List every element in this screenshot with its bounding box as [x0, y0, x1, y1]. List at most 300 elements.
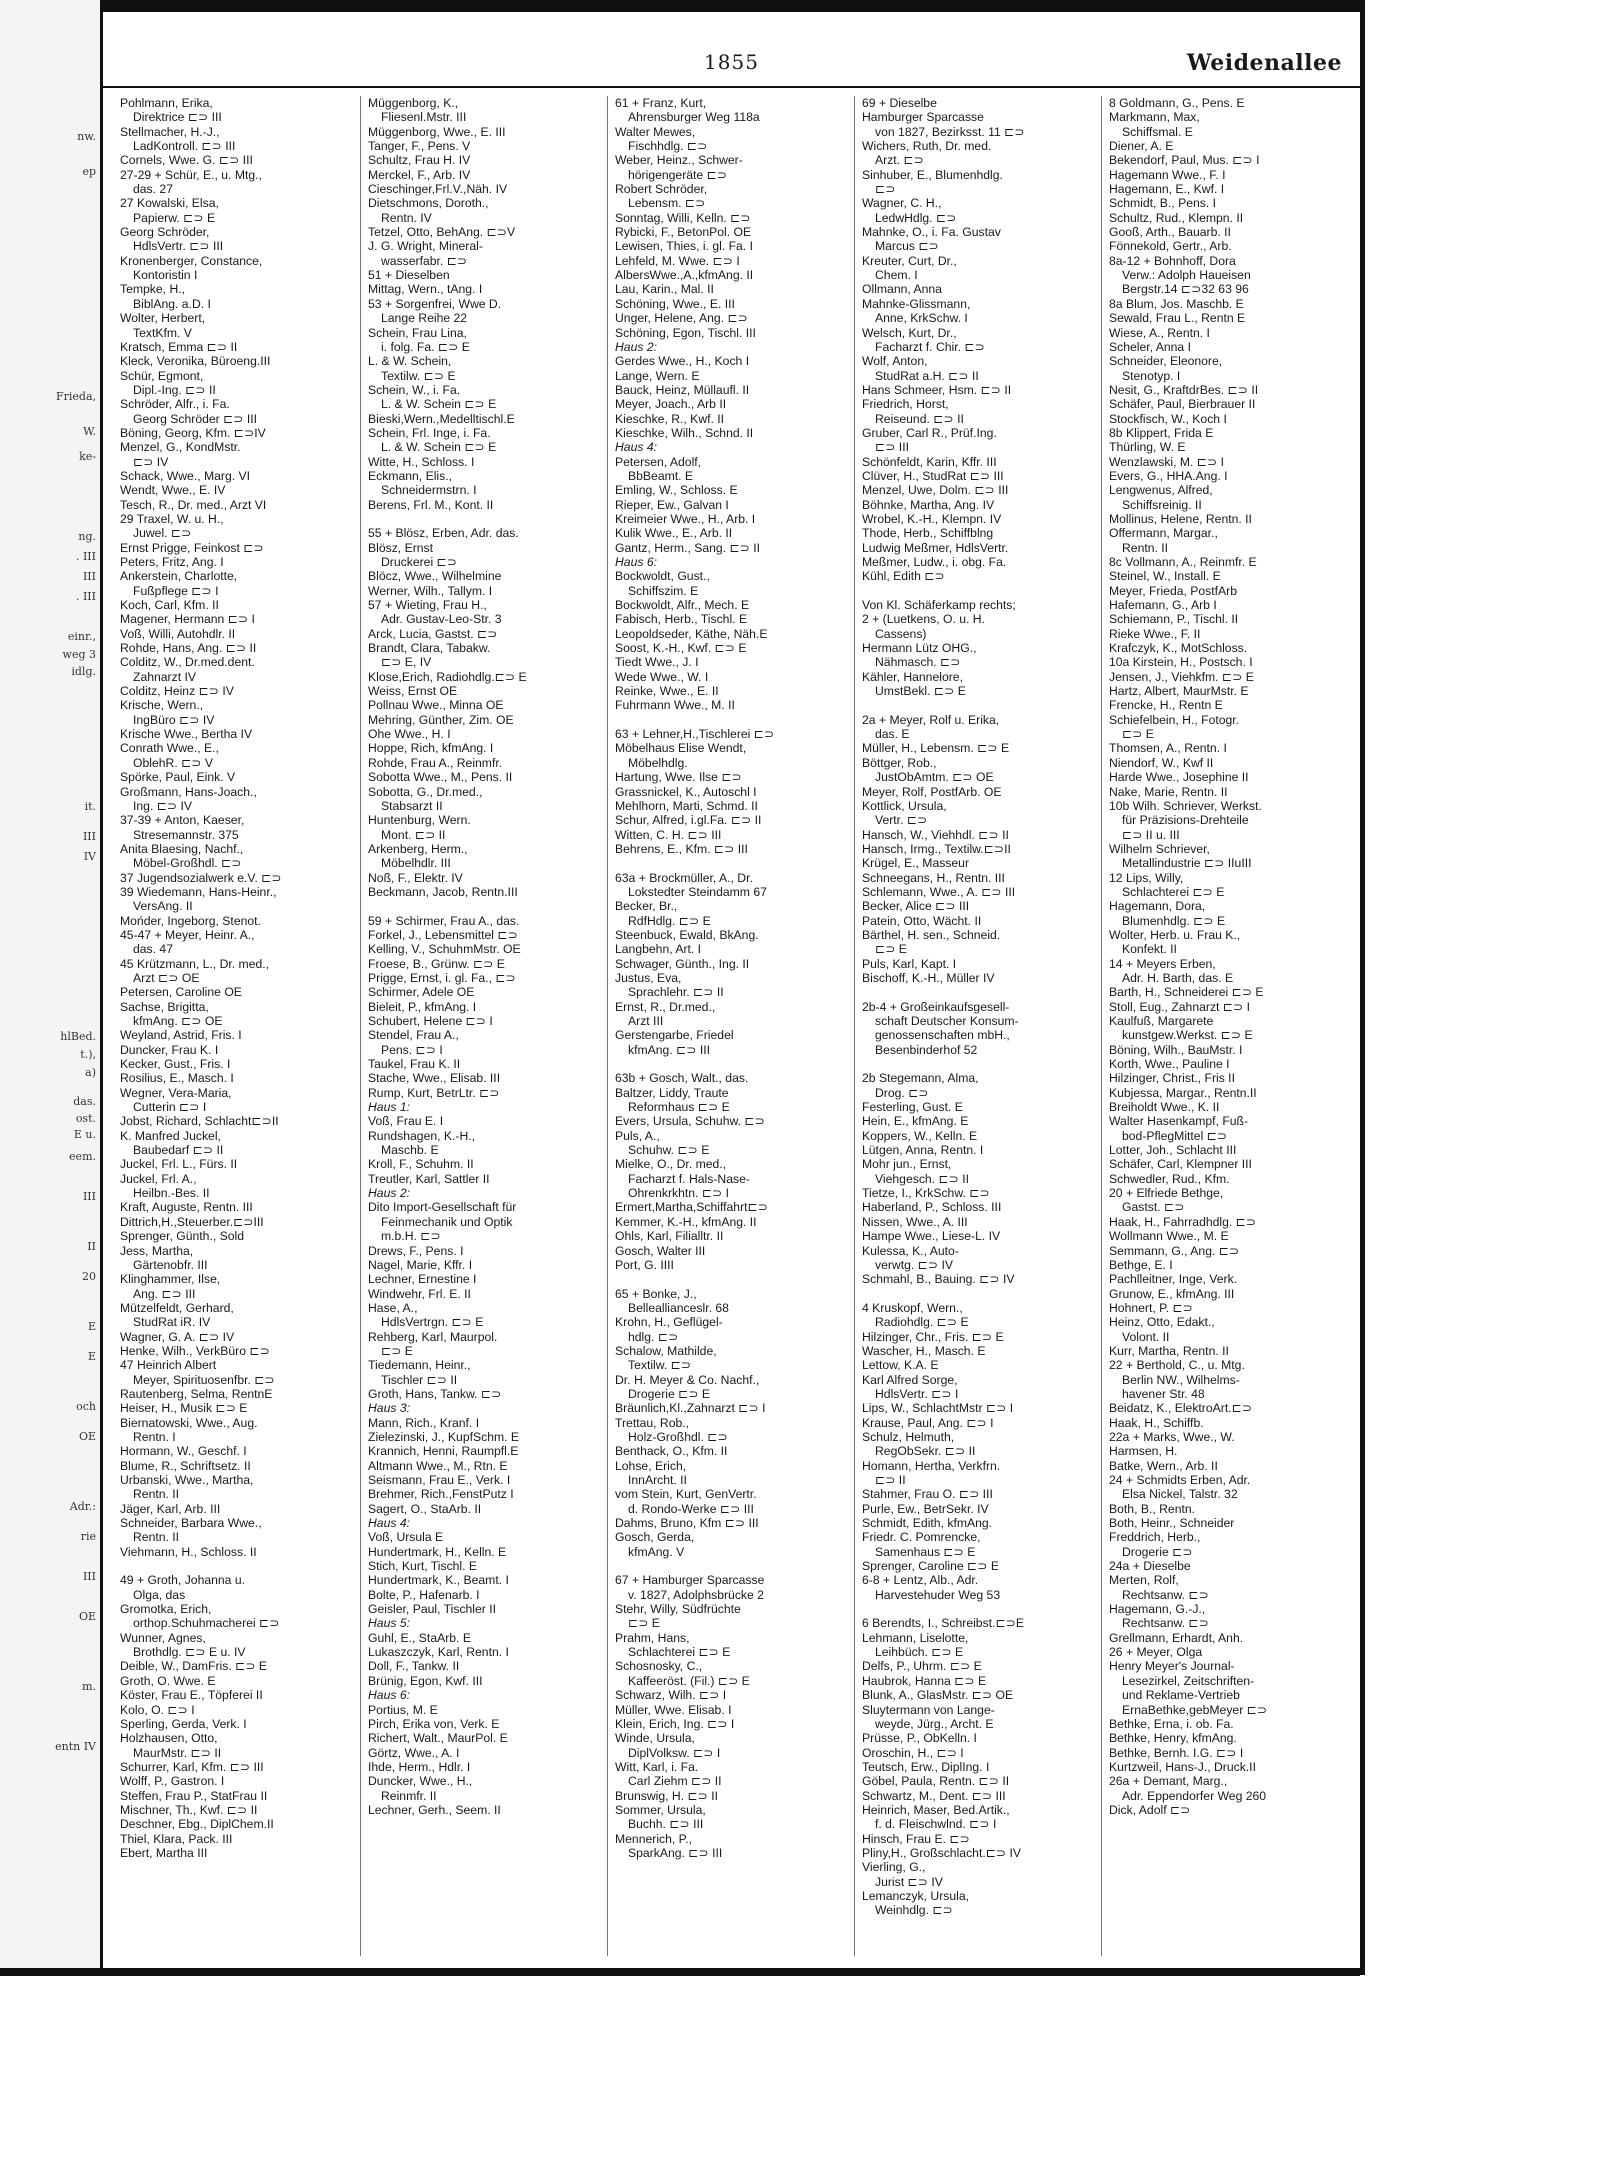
directory-entry-line: Steenbuck, Ewald, BkAng. — [615, 927, 759, 942]
directory-entry-line: Ankerstein, Charlotte, — [120, 569, 238, 584]
directory-entry-line: Groth, Hans, Tankw. ⊏⊃ — [368, 1386, 502, 1401]
directory-entry-line: Weber, Heinz., Schwer- — [615, 153, 743, 168]
directory-entry-line: Petersen, Adolf, — [615, 454, 702, 469]
directory-entry-line: Bockwoldt, Gust., — [615, 569, 710, 584]
directory-entry-line — [361, 899, 593, 913]
facing-page-fragment: a) — [85, 1066, 96, 1079]
directory-entry-line: Wascher, H., Masch. E — [862, 1343, 986, 1358]
directory-entry-line: Fuhrmann Wwe., M. II — [615, 698, 735, 713]
directory-entry-line: Müller, Wwe. Elisab. I — [615, 1702, 732, 1717]
directory-entry-line: Elsa Nickel, Talstr. 32 — [1122, 1487, 1238, 1502]
directory-entry-line: Druckerei ⊏⊃ — [381, 555, 457, 569]
directory-entry-line: 20 + Elfriede Bethge, — [1109, 1186, 1224, 1201]
directory-entry-line: Juwel. ⊏⊃ — [133, 526, 192, 541]
directory-entry-line: Forkel, J., Lebensmittel ⊏⊃ — [368, 927, 518, 942]
directory-entry-line: für Präzisions-Drehteile — [1122, 813, 1249, 828]
directory-entry-line: Hein, E., kfmAng. E — [862, 1114, 969, 1129]
directory-entry-line: Stoll, Eug., Zahnarzt ⊏⊃ I — [1109, 999, 1251, 1014]
directory-entry-line: Sluytermann von Lange- — [862, 1702, 995, 1717]
directory-entry-line: Weinhdlg. ⊏⊃ — [875, 1903, 953, 1918]
directory-entry-line: Nake, Marie, Rentn. II — [1109, 784, 1228, 799]
directory-entry-line: 8 Goldmann, G., Pens. E — [1109, 96, 1245, 110]
facing-page-fragment: weg 3 — [62, 648, 96, 661]
directory-entry-line: ErnaBethke,gebMeyer ⊏⊃ — [1122, 1702, 1268, 1717]
directory-entry-line: Schür, Egmont, — [120, 368, 204, 383]
directory-entry-line: Schalow, Mathilde, — [615, 1343, 717, 1358]
directory-entry-line: Ermert,Martha,Schiffahrt⊏⊃ — [615, 1200, 768, 1215]
directory-entry-line: Bärthel, H. sen., Schneid. — [862, 927, 1001, 942]
facing-page-fragment: entn IV — [55, 1740, 96, 1753]
directory-entry-line: Offermann, Margar., — [1109, 526, 1218, 541]
directory-entry-line: Tanger, F., Pens. V — [368, 139, 471, 154]
directory-entry-line: RegObSekr. ⊏⊃ II — [875, 1444, 976, 1459]
directory-entry-line: Magener, Hermann ⊏⊃ I — [120, 612, 255, 627]
directory-entry-line: Schmahl, B., Bauing. ⊏⊃ IV — [862, 1272, 1015, 1287]
directory-entry-line: Stendel, Frau A., — [368, 1028, 459, 1043]
directory-entry-line: 4 Kruskopf, Wern., — [862, 1300, 963, 1315]
directory-entry-line: Gosch, Gerda, — [615, 1530, 695, 1545]
directory-entry-line: Schulz, Helmuth, — [862, 1429, 955, 1444]
directory-entry-line: 61 + Franz, Kurt, — [615, 96, 707, 110]
directory-entry-line: Lukaszczyk, Karl, Rentn. I — [368, 1645, 509, 1660]
directory-entry-line: 6-8 + Lentz, Alb., Adr. — [862, 1573, 979, 1588]
directory-entry-line: J. G. Wright, Mineral- — [368, 239, 483, 254]
directory-entry-line: Lips, W., SchlachtMstr ⊏⊃ I — [862, 1401, 1014, 1416]
directory-entry-line: Möbelhdlr. III — [381, 856, 451, 871]
directory-entry-line: Geisler, Paul, Tischler II — [368, 1602, 497, 1617]
directory-entry-line: Metallindustrie ⊏⊃ IIuIII — [1122, 856, 1252, 871]
directory-entry-line: Evers, G., HHA.Ang. I — [1109, 468, 1228, 483]
directory-entry-line: Reinke, Wwe., E. II — [615, 684, 719, 699]
directory-entry-line: Mahnke, O., i. Fa. Gustav — [862, 225, 1001, 240]
directory-entry-line: Brothdlg. ⊏⊃ E u. IV — [133, 1645, 246, 1660]
directory-entry-line: Carl Ziehm ⊏⊃ II — [628, 1774, 722, 1789]
directory-entry-line: Henke, Wilh., VerkBüro ⊏⊃ — [120, 1343, 270, 1358]
directory-entry-line: Blumenhdlg. ⊏⊃ E — [1122, 913, 1226, 928]
directory-entry-line: 2b-4 + Großeinkaufsgesell- — [862, 999, 1010, 1014]
directory-entry-line: ⊏⊃ — [875, 182, 896, 197]
directory-entry-line: Mehlhorn, Marti, Schmd. II — [615, 798, 758, 813]
directory-entry-line: Kaffeeröst. (Fil.) ⊏⊃ E — [628, 1673, 750, 1688]
directory-entry-line: Sewald, Frau L., Rentn E — [1109, 311, 1246, 326]
facing-page-edge — [0, 0, 103, 1975]
directory-entry-line: Lehmann, Liselotte, — [862, 1630, 969, 1645]
directory-entry-line: Schur, Alfred, i.gl.Fa. ⊏⊃ II — [615, 813, 762, 828]
facing-page-fragment: hlBed. — [60, 1030, 96, 1043]
directory-entry-line: Pollnau Wwe., Minna OE — [368, 698, 504, 713]
directory-entry-line: Volont. II — [1122, 1329, 1170, 1344]
directory-entry-line: Frencke, H., Rentn E — [1109, 698, 1223, 713]
directory-entry-line: Cassens) — [875, 626, 927, 641]
directory-entry-line: 65 + Bonke, J., — [615, 1286, 697, 1301]
directory-entry-line: 2a + Meyer, Rolf u. Erika, — [862, 712, 1000, 727]
directory-entry-line: Grassnickel, K., Autoschl I — [615, 784, 757, 799]
directory-entry-line: Patein, Otto, Wächt. II — [862, 913, 982, 928]
directory-entry-line: Schöning, Wwe., E. III — [615, 296, 735, 311]
directory-entry-line: Robert Schröder, — [615, 182, 708, 197]
directory-entry-line: Bieski,Wern.,Medelltischl.E — [368, 411, 515, 426]
directory-entry-line: Mohr jun., Ernst, — [862, 1157, 952, 1172]
directory-entry-line — [608, 1272, 840, 1286]
directory-entry-line: Wolff, P., Gastron. I — [120, 1774, 225, 1789]
directory-entry-line: Ahrensburger Weg 118a — [628, 110, 760, 125]
facing-page-fragment: m. — [82, 1680, 96, 1693]
directory-entry-line: Justus, Eva, — [615, 970, 682, 985]
directory-entry-line: Müller, H., Lebensm. ⊏⊃ E — [862, 741, 1010, 756]
directory-entry-line: Lesezirkel, Zeitschriften- — [1122, 1673, 1255, 1688]
directory-entry-line: Huntenburg, Wern. — [368, 813, 471, 828]
directory-entry-line: Schosnosky, C., — [615, 1659, 703, 1674]
directory-entry-line: Rehberg, Karl, Maurpol. — [368, 1329, 498, 1344]
directory-entry-line: 12 Lips, Willy, — [1109, 870, 1184, 885]
directory-entry-line: Lehfeld, M. Wwe. ⊏⊃ I — [615, 253, 740, 268]
directory-entry-line: Mennerich, P., — [615, 1831, 693, 1846]
directory-entry-line: Kieschke, R., Kwf. II — [615, 411, 725, 426]
directory-entry-line: JustObAmtm. ⊏⊃ OE — [875, 770, 994, 785]
directory-entry-line: Schäfer, Paul, Bierbrauer II — [1109, 397, 1256, 412]
facing-page-fragment: ep — [82, 165, 96, 178]
directory-entry-line: Stache, Wwe., Elisab. III — [368, 1071, 501, 1086]
directory-entry-line: Duncker, Frau K. I — [120, 1042, 219, 1057]
directory-entry-line: Beckmann, Jacob, Rentn.III — [368, 884, 518, 899]
directory-entry-line: Thürling, W. E — [1109, 440, 1186, 455]
directory-entry-line: Steffen, Frau P., StatFrau II — [120, 1788, 268, 1803]
directory-entry-line: Nagel, Marie, Kffr. I — [368, 1257, 473, 1272]
directory-entry-line: Mońder, Ingeborg, Stenot. — [120, 913, 261, 928]
directory-entry-line: Feinmechanik und Optik — [381, 1214, 513, 1229]
directory-entry-line: Juckel, Frl. A., — [120, 1171, 197, 1186]
directory-entry-line: Holzhausen, Otto, — [120, 1731, 218, 1746]
directory-entry-line: Hermann Lütz OHG., — [862, 641, 977, 656]
directory-entry-line: bod-PflegMittel ⊏⊃ — [1122, 1128, 1228, 1143]
directory-entry-line: 10b Wilh. Schriever, Werkst. — [1109, 798, 1262, 813]
directory-entry-line: Rybicki, F., BetonPol. OE — [615, 225, 752, 240]
directory-entry-line: ⊏⊃ E — [628, 1616, 660, 1631]
directory-entry-line: Hase, A., — [368, 1300, 418, 1315]
directory-entry-line: Prahm, Hans, — [615, 1630, 690, 1645]
directory-entry-line: Besenbinderhof 52 — [875, 1042, 978, 1057]
directory-entry-line: Korth, Wwe., Pauline I — [1109, 1057, 1230, 1072]
directory-entry-line: Bergstr.14 ⊏⊃32 63 96 — [1122, 282, 1249, 297]
directory-entry-line: Prigge, Ernst, i. gl. Fa., ⊏⊃ — [368, 970, 516, 985]
directory-entry-line: ⊏⊃ E — [381, 1343, 413, 1358]
directory-entry-line: 26a + Demant, Marg., — [1109, 1774, 1228, 1789]
directory-entry-line: Kecker, Gust., Fris. I — [120, 1057, 231, 1072]
directory-entry-line: Tischler ⊏⊃ II — [381, 1372, 458, 1387]
directory-entry-line: Walter Hasenkampf, Fuß- — [1109, 1114, 1249, 1129]
directory-entry-line: Hampe Wwe., Liese-L. IV — [862, 1229, 1001, 1244]
directory-entry-line: Drogerie ⊏⊃ — [1122, 1544, 1193, 1559]
directory-entry-line: Lemanczyk, Ursula, — [862, 1888, 970, 1903]
directory-entry-line: Gärtenobfr. III — [133, 1257, 208, 1272]
directory-entry-line: Pens. ⊏⊃ I — [381, 1042, 443, 1057]
directory-entry-line: Kraft, Auguste, Rentn. III — [120, 1200, 253, 1215]
directory-entry-line: Becker, Br., — [615, 899, 678, 914]
directory-entry-line: Walter Mewes, — [615, 124, 696, 139]
directory-entry-line: Schneider, Barbara Wwe., — [120, 1516, 262, 1531]
directory-entry-line: Anne, KrkSchw. I — [875, 311, 968, 326]
directory-entry-line: Hilzinger, Christ., Fris II — [1109, 1071, 1235, 1086]
directory-entry-line: Kroll, F., Schuhm. II — [368, 1157, 474, 1172]
facing-page-fragment: E — [87, 1320, 96, 1333]
directory-entry-line: Menzel, Uwe, Dolm. ⊏⊃ III — [862, 483, 1009, 498]
directory-entry-line: 8a-12 + Bohnhoff, Dora — [1109, 253, 1236, 268]
directory-entry-line: Steinel, W., Install. E — [1109, 569, 1221, 584]
directory-entry-line: Gromotka, Erich, — [120, 1602, 212, 1617]
directory-entry-line: Peters, Fritz, Ang. I — [120, 555, 224, 569]
directory-entry-line: Merckel, F., Arb. IV — [368, 167, 471, 182]
directory-entry-line: Drews, F., Pens. I — [368, 1243, 464, 1258]
directory-entry-line: orthop.Schuhmacherei ⊏⊃ — [133, 1616, 280, 1631]
directory-entry-line: Haubrok, Hanna ⊏⊃ E — [862, 1673, 987, 1688]
directory-entry-line: Kontoristin I — [133, 268, 198, 283]
directory-entry-line: Kurtzweil, Hans-J., Druck.II — [1109, 1759, 1256, 1774]
directory-column-3 — [607, 96, 840, 1956]
directory-entry-line: Voß, Frau E. I — [368, 1114, 444, 1129]
directory-entry-line: TextKfm. V — [133, 325, 192, 340]
facing-page-fragment: E — [87, 1350, 96, 1363]
directory-entry-line: Kolo, O. ⊏⊃ I — [120, 1702, 195, 1717]
directory-entry-line: Sobotta Wwe., M., Pens. II — [368, 770, 513, 785]
directory-entry-line: Urbanski, Wwe., Martha, — [120, 1473, 254, 1487]
directory-entry-line: Prüsse, P., ObKelln. I — [862, 1731, 977, 1746]
facing-page-fragment: OE — [78, 1610, 96, 1623]
house-heading: Haus 5: — [368, 1616, 411, 1631]
directory-entry-line: Chem. I — [875, 268, 918, 283]
directory-entry-line: Koch, Carl, Kfm. II — [120, 598, 219, 613]
directory-entry-line: ⊏⊃ II u. III — [1122, 827, 1180, 842]
directory-entry-line: Festerling, Gust. E — [862, 1100, 963, 1115]
directory-entry-line: Schneider, Eleonore, — [1109, 354, 1223, 369]
directory-entry-line: 2b Stegemann, Alma, — [862, 1071, 979, 1086]
directory-entry-line: Niendorf, W., Kwf II — [1109, 755, 1214, 770]
directory-entry-line: Hilzinger, Chr., Fris. ⊏⊃ E — [862, 1329, 1004, 1344]
directory-entry-line: Schwarz, Wilh. ⊏⊃ I — [615, 1688, 727, 1703]
directory-entry-line: Fischhdlg. ⊏⊃ — [628, 139, 708, 154]
directory-entry-line: Diener, A. E — [1109, 139, 1174, 154]
directory-entry-line: Krause, Paul, Ang. ⊏⊃ I — [862, 1415, 994, 1430]
directory-entry-line: f. d. Fleischwlnd. ⊏⊃ I — [875, 1817, 997, 1832]
directory-entry-line: kunstgew.Werkst. ⊏⊃ E — [1122, 1028, 1253, 1043]
directory-entry-line: schaft Deutscher Konsum- — [875, 1014, 1019, 1028]
directory-entry-line: Dahms, Bruno, Kfm ⊏⊃ III — [615, 1516, 759, 1531]
directory-entry-line: Batke, Wern., Arb. II — [1109, 1458, 1218, 1473]
directory-entry-line: Meßmer, Ludw., i. obg. Fa. — [862, 555, 1007, 569]
directory-entry-line: Puls, A., — [615, 1128, 660, 1143]
directory-entry-line: Krohn, H., Geflügel- — [615, 1315, 723, 1330]
directory-entry-line: Beidatz, K., ElektroArt.⊏⊃ — [1109, 1401, 1253, 1416]
directory-entry-line: Mielke, O., Dr. med., — [615, 1157, 727, 1172]
directory-entry-line: Witte, H., Schloss. I — [368, 454, 475, 469]
directory-entry-line: HdlsVertrgn. ⊏⊃ E — [381, 1315, 484, 1330]
directory-entry-line: Schuhw. ⊏⊃ E — [628, 1143, 710, 1158]
directory-entry-line: Langbehn, Art. I — [615, 942, 702, 957]
directory-entry-line: Pirch, Erika von, Verk. E — [368, 1716, 500, 1731]
directory-entry-line: Schurrer, Karl, Kfm. ⊏⊃ III — [120, 1759, 264, 1774]
facing-page-fragment: II — [87, 1240, 96, 1253]
directory-entry-line: Dr. H. Meyer & Co. Nachf., — [615, 1372, 760, 1387]
directory-entry-line: L. & W. Schein ⊏⊃ E — [381, 397, 497, 412]
directory-entry-line: 37 Jugendsozialwerk e.V. ⊏⊃ — [120, 870, 282, 885]
directory-entry-line: Hansch, Irmg., Textilw.⊏⊃II — [862, 841, 1011, 856]
directory-entry-line: Gastst. ⊏⊃ — [1122, 1200, 1185, 1215]
directory-entry-line: Jensen, J., Viehkfm. ⊏⊃ E — [1109, 669, 1254, 684]
directory-entry-line: Pohlmann, Erika, — [120, 96, 213, 110]
directory-entry-line: Dito Import-Gesellschaft für — [368, 1200, 517, 1215]
directory-entry-line: Heilbn.-Bes. II — [133, 1186, 210, 1201]
directory-entry-line: Lewisen, Thies, i. gl. Fa. I — [615, 239, 753, 254]
directory-entry-line: 27 Kowalski, Elsa, — [120, 196, 219, 211]
directory-entry-line: Pliny,H., Großschlacht.⊏⊃ IV — [862, 1845, 1022, 1860]
directory-entry-line: Dittrich,H.,Steuerber.⊏⊃III — [120, 1214, 264, 1229]
directory-column-1 — [113, 96, 345, 1956]
directory-entry-line: Bethke, Henry, kfmAng. — [1109, 1731, 1237, 1746]
directory-entry-line: 22 + Berthold, C., u. Mtg. — [1109, 1358, 1245, 1373]
directory-entry-line: Sonntag, Willi, Kelln. ⊏⊃ — [615, 210, 751, 225]
directory-entry-line: Winde, Ursula, — [615, 1731, 695, 1746]
directory-entry-line: Blunk, A., GlasMstr. ⊏⊃ OE — [862, 1688, 1014, 1703]
directory-entry-line: Cornels, Wwe. G. ⊏⊃ III — [120, 153, 253, 168]
directory-entry-line: Schiffsreinig. II — [1122, 497, 1202, 512]
directory-entry-line: Haak, H., Schiffb. — [1109, 1415, 1204, 1430]
directory-entry-line: ⊏⊃ E, IV — [381, 655, 432, 670]
facing-page-fragment: III — [82, 830, 96, 843]
directory-entry-line: Jäger, Karl, Arb. III — [120, 1501, 221, 1516]
directory-entry-line: Meyer, Joach., Arb II — [615, 397, 727, 412]
directory-entry-line: Schneegans, H., Rentn. III — [862, 870, 1005, 885]
directory-entry-line: Sinhuber, E., Blumenhdlg. — [862, 167, 1003, 182]
directory-entry-line: Juckel, Frl. L., Fürs. II — [120, 1157, 238, 1172]
directory-entry-line: Sprachlehr. ⊏⊃ II — [628, 985, 724, 1000]
directory-entry-line: Kubjessa, Margar., Rentn.II — [1109, 1085, 1257, 1100]
directory-entry-line: Rump, Kurt, BetrLtr. ⊏⊃ — [368, 1085, 500, 1100]
house-heading: Haus 2: — [368, 1186, 411, 1201]
directory-entry-line: Both, Heinr., Schneider — [1109, 1516, 1235, 1531]
directory-entry-line — [855, 1602, 1087, 1616]
directory-entry-line: HdlsVertr. ⊏⊃ I — [875, 1386, 959, 1401]
directory-entry-line: Arzt ⊏⊃ OE — [133, 970, 200, 985]
directory-entry-line: Arzt III — [628, 1014, 664, 1028]
directory-entry-line: 63b + Gosch, Walt., das. — [615, 1071, 749, 1086]
directory-entry-line: Purle, Ew., BetrSekr. IV — [862, 1501, 989, 1516]
directory-entry-line: LedwHdlg. ⊏⊃ — [875, 210, 957, 225]
house-heading: Haus 6: — [615, 555, 658, 569]
directory-entry-line: DiplVolksw. ⊏⊃ I — [628, 1745, 721, 1760]
facing-page-fragment: IV — [83, 850, 96, 863]
directory-entry-line: Both, B., Rentn. — [1109, 1501, 1196, 1516]
directory-entry-line: ⊏⊃ III — [875, 440, 909, 455]
directory-entry-line: Vierling, G., — [862, 1860, 926, 1875]
directory-entry-line: Friedr. C. Pomrencke, — [862, 1530, 981, 1545]
directory-entry-line: Klinghammer, Ilse, — [120, 1272, 221, 1287]
directory-entry-line: StudRat a.H. ⊏⊃ II — [875, 368, 979, 383]
directory-entry-line: SparkAng. ⊏⊃ III — [628, 1845, 723, 1860]
directory-entry-line: Ludwig Meßmer, HdlsVertr. — [862, 540, 1009, 555]
directory-entry-line: Haak, H., Fahrradhdlg. ⊏⊃ — [1109, 1214, 1257, 1229]
directory-entry-line: Ihde, Herm., Hdlr. I — [368, 1759, 471, 1774]
directory-entry-line: Wegner, Vera-Maria, — [120, 1085, 232, 1100]
directory-entry-line: Werner, Wilh., Tallym. I — [368, 583, 493, 598]
directory-entry-line: Wagner, C. H., — [862, 196, 942, 211]
directory-entry-line: Menzel, G., KondMstr. — [120, 440, 241, 455]
directory-entry-line: ⊏⊃ E — [1122, 727, 1154, 742]
directory-entry-line: kfmAng. ⊏⊃ III — [628, 1042, 711, 1057]
directory-entry-line: Schein, Frau Lina, — [368, 325, 467, 340]
directory-entry-line: Nesit, G., KraftdrBes. ⊏⊃ II — [1109, 382, 1259, 397]
directory-entry-line: Meyer, Frieda, PostfArb — [1109, 583, 1238, 598]
scan-right-margin — [1360, 0, 1600, 2177]
directory-entry-line — [608, 1057, 840, 1071]
directory-entry-line: Ohe Wwe., H. I — [368, 727, 451, 742]
directory-entry-line: Deible, W., DamFris. ⊏⊃ E — [120, 1659, 268, 1674]
directory-entry-line: UmstBekl. ⊏⊃ E — [875, 684, 966, 699]
directory-entry-line: Hamburger Sparcasse — [862, 110, 984, 125]
directory-entry-line: 45-47 + Meyer, Heinr. A., — [120, 927, 255, 942]
directory-entry-line: kfmAng. ⊏⊃ OE — [133, 1014, 223, 1028]
directory-entry-line: Hartz, Albert, MaurMstr. E — [1109, 684, 1249, 699]
directory-entry-line: Scheler, Anna I — [1109, 339, 1191, 354]
directory-entry-line: m.b.H. ⊏⊃ — [381, 1229, 441, 1244]
directory-entry-line: Göbel, Paula, Rentn. ⊏⊃ II — [862, 1774, 1010, 1789]
facing-page-fragment: OE — [78, 1430, 96, 1443]
directory-entry-line: Kaulfuß, Margarete — [1109, 1014, 1214, 1028]
facing-page-fragment: 20 — [82, 1270, 96, 1283]
directory-entry-line: Krische, Wern., — [120, 698, 204, 713]
directory-entry-line: Hormann, W., Geschf. I — [120, 1444, 247, 1459]
directory-entry-line: Sommer, Ursula, — [615, 1802, 706, 1817]
directory-entry-line: Eckmann, Elis., — [368, 468, 452, 483]
directory-entry-line: Böttger, Rob., — [862, 755, 937, 770]
facing-page-fragment: III — [82, 1570, 96, 1583]
directory-entry-line: Lengwenus, Alfred, — [1109, 483, 1213, 498]
directory-entry-line: Stellmacher, H.-J., — [120, 124, 220, 139]
directory-entry-line: Heinz, Otto, Edakt., — [1109, 1315, 1215, 1330]
directory-entry-line: Nähmasch. ⊏⊃ — [875, 655, 961, 670]
directory-entry-line: Rechtsanw. ⊏⊃ — [1122, 1587, 1209, 1602]
directory-entry-line: Wollmann Wwe., M. E — [1109, 1229, 1229, 1244]
directory-entry-line: Tempke, H., — [120, 282, 186, 297]
directory-entry-line: Thode, Herb., Schiffblng — [862, 526, 994, 541]
directory-entry-line: Von Kl. Schäferkamp rechts; — [862, 598, 1016, 613]
directory-entry-line: Lettow, K.A. E — [862, 1358, 939, 1373]
directory-entry-line: Biernatowski, Wwe., Aug. — [120, 1415, 258, 1430]
directory-entry-line: Hagemann Wwe., F. I — [1109, 167, 1226, 182]
directory-page — [103, 12, 1360, 1968]
directory-entry-line: Kieschke, Wilh., Schnd. II — [615, 425, 754, 440]
directory-entry-line — [855, 985, 1087, 999]
directory-entry-line: Krügel, E., Masseur — [862, 856, 970, 871]
directory-entry-line: Kronenberger, Constance, — [120, 253, 263, 268]
directory-entry-line: Samenhaus ⊏⊃ E — [875, 1544, 976, 1559]
directory-entry-line: Groth, O. Wwe. E — [120, 1673, 216, 1688]
directory-entry-line: Becker, Alice ⊏⊃ III — [862, 899, 970, 914]
facing-page-fragment: . III — [75, 590, 96, 603]
directory-entry-line: Böning, Wilh., BauMstr. I — [1109, 1042, 1243, 1057]
directory-entry-line: Rentn. II — [133, 1530, 180, 1545]
directory-entry-line: Heiser, H., Musik ⊏⊃ E — [120, 1401, 248, 1416]
scan-top-border — [100, 0, 1362, 12]
directory-entry-line: Krafczyk, K., MotSchloss. — [1109, 641, 1248, 656]
directory-entry-line: Fußpflege ⊏⊃ I — [133, 583, 219, 598]
directory-entry-line: K. Manfred Juckel, — [120, 1128, 221, 1143]
facing-page-fragment: ke- — [79, 450, 96, 463]
directory-entry-line: Noß, F., Elektr. IV — [368, 870, 463, 885]
directory-entry-line: Lechner, Gerh., Seem. II — [368, 1802, 501, 1817]
directory-entry-line: Wilhelm Schriever, — [1109, 841, 1210, 856]
directory-entry-line: Arck, Lucia, Gastst. ⊏⊃ — [368, 626, 498, 641]
directory-entry-line: Böhnke, Martha, Ang. IV — [862, 497, 995, 512]
directory-entry-line: Rautenberg, Selma, RentnE — [120, 1386, 273, 1401]
